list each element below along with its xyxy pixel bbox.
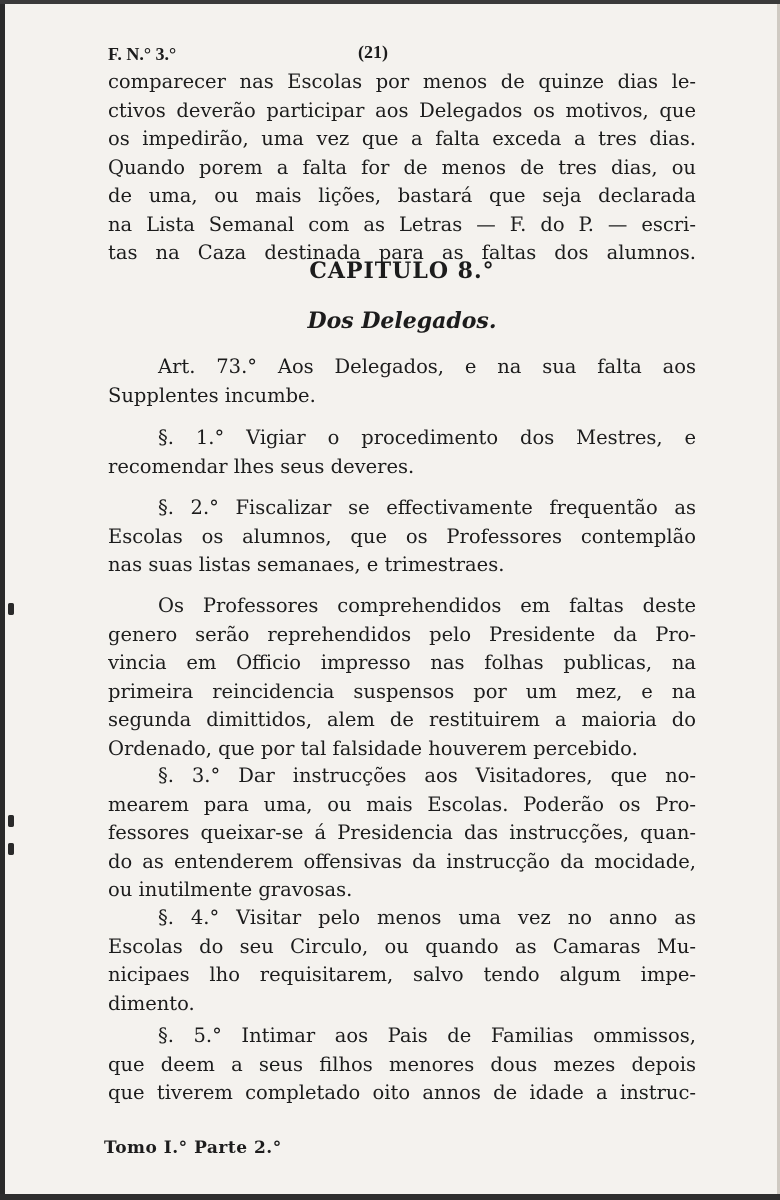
text-line: que deem a seus filhos menores dous mezes depois	[108, 1052, 696, 1076]
text-line: tas na Caza destinada para as faltas dos alumnos.	[108, 241, 696, 264]
binding-mark	[8, 603, 14, 615]
binding-mark	[8, 843, 14, 855]
text-line: §. 4.° Visitar pelo menos uma vez no anno as	[158, 906, 696, 929]
text-line: ctivos deverão participar aos Delegados os motivos, que	[108, 98, 696, 122]
printer-signature: F. N.° 3.°	[108, 44, 177, 64]
text-line: nicipaes lho requisitarem, salvo tendo algum impe-	[108, 963, 696, 986]
volume-footer: Tomo I.° Parte 2.°	[104, 1138, 282, 1158]
text-line: dimento.	[108, 991, 195, 1015]
text-line: Supplentes incumbe.	[108, 383, 316, 407]
text-line: Quando porem a falta for de menos de tres dias, ou	[108, 155, 696, 179]
section-5	[108, 1022, 696, 1108]
text-line: vincia em Officio impresso nas folhas publicas, na	[108, 651, 696, 674]
paragraph-top	[108, 68, 696, 268]
text-line: §. 2.° Fiscalizar se effectivamente frequentão as	[158, 496, 696, 519]
chapter-subtitle: Dos Delegados.	[307, 308, 497, 334]
text-line: Os Professores comprehendidos em faltas deste	[158, 594, 696, 617]
text-line: de uma, ou mais lições, bastará que seja declarada	[108, 184, 696, 207]
text-line: §. 3.° Dar instrucções aos Visitadores, que no-	[158, 764, 696, 787]
text-line: segunda dimittidos, alem de restituirem a maioria do	[108, 708, 696, 731]
text-line: genero serão reprehendidos pelo Presidente da Pro-	[108, 622, 696, 646]
text-line: que tiverem completado oito annos de idade a instruc-	[108, 1081, 696, 1104]
text-line: ou inutilmente gravosas.	[108, 878, 353, 901]
binding-mark	[8, 815, 14, 827]
text-line: Ordenado, que por tal falsidade houverem percebido.	[108, 736, 638, 760]
text-line: nas suas listas semanaes, e trimestraes.	[108, 553, 505, 576]
text-line: na Lista Semanal com as Letras — F. do P. — escri-	[108, 212, 696, 236]
text-line: Escolas do seu Circulo, ou quando as Camaras Mu-	[108, 934, 696, 958]
text-line: mearem para uma, ou mais Escolas. Poderão os Pro-	[108, 792, 696, 816]
text-line: os impedirão, uma vez que a falta exceda a tres dias.	[108, 127, 696, 150]
text-line: do as entenderem offensivas da instrucção da mocidade,	[108, 849, 696, 873]
text-line: §. 5.° Intimar aos Pais de Familias ommissos,	[158, 1024, 696, 1047]
text-line: Escolas os alumnos, que os Professores contemplão	[108, 524, 696, 548]
text-line: comparecer nas Escolas por menos de quinze dias le-	[108, 70, 696, 93]
text-line: fessores queixar-se á Presidencia das instrucções, quan-	[108, 821, 696, 844]
chapter-title: CAPITULO 8.°	[309, 258, 495, 284]
article-73	[108, 353, 696, 410]
text-line: recomendar lhes seus deveres.	[108, 454, 415, 478]
text-line: primeira reincidencia suspensos por um mez, e na	[108, 679, 696, 703]
page-header	[108, 38, 696, 68]
page-edge-bottom	[0, 1194, 780, 1200]
page-edge-top	[0, 0, 780, 4]
section-4	[108, 904, 696, 1018]
section-1	[108, 424, 696, 481]
text-line: Art. 73.° Aos Delegados, e na sua falta aos	[158, 355, 696, 378]
page-number: (21)	[358, 42, 388, 62]
paragraph-professors	[108, 592, 696, 763]
page-edge-left	[0, 0, 5, 1200]
section-2	[108, 494, 696, 580]
text-line: §. 1.° Vigiar o procedimento dos Mestres, e	[158, 426, 696, 449]
section-3	[108, 762, 696, 905]
